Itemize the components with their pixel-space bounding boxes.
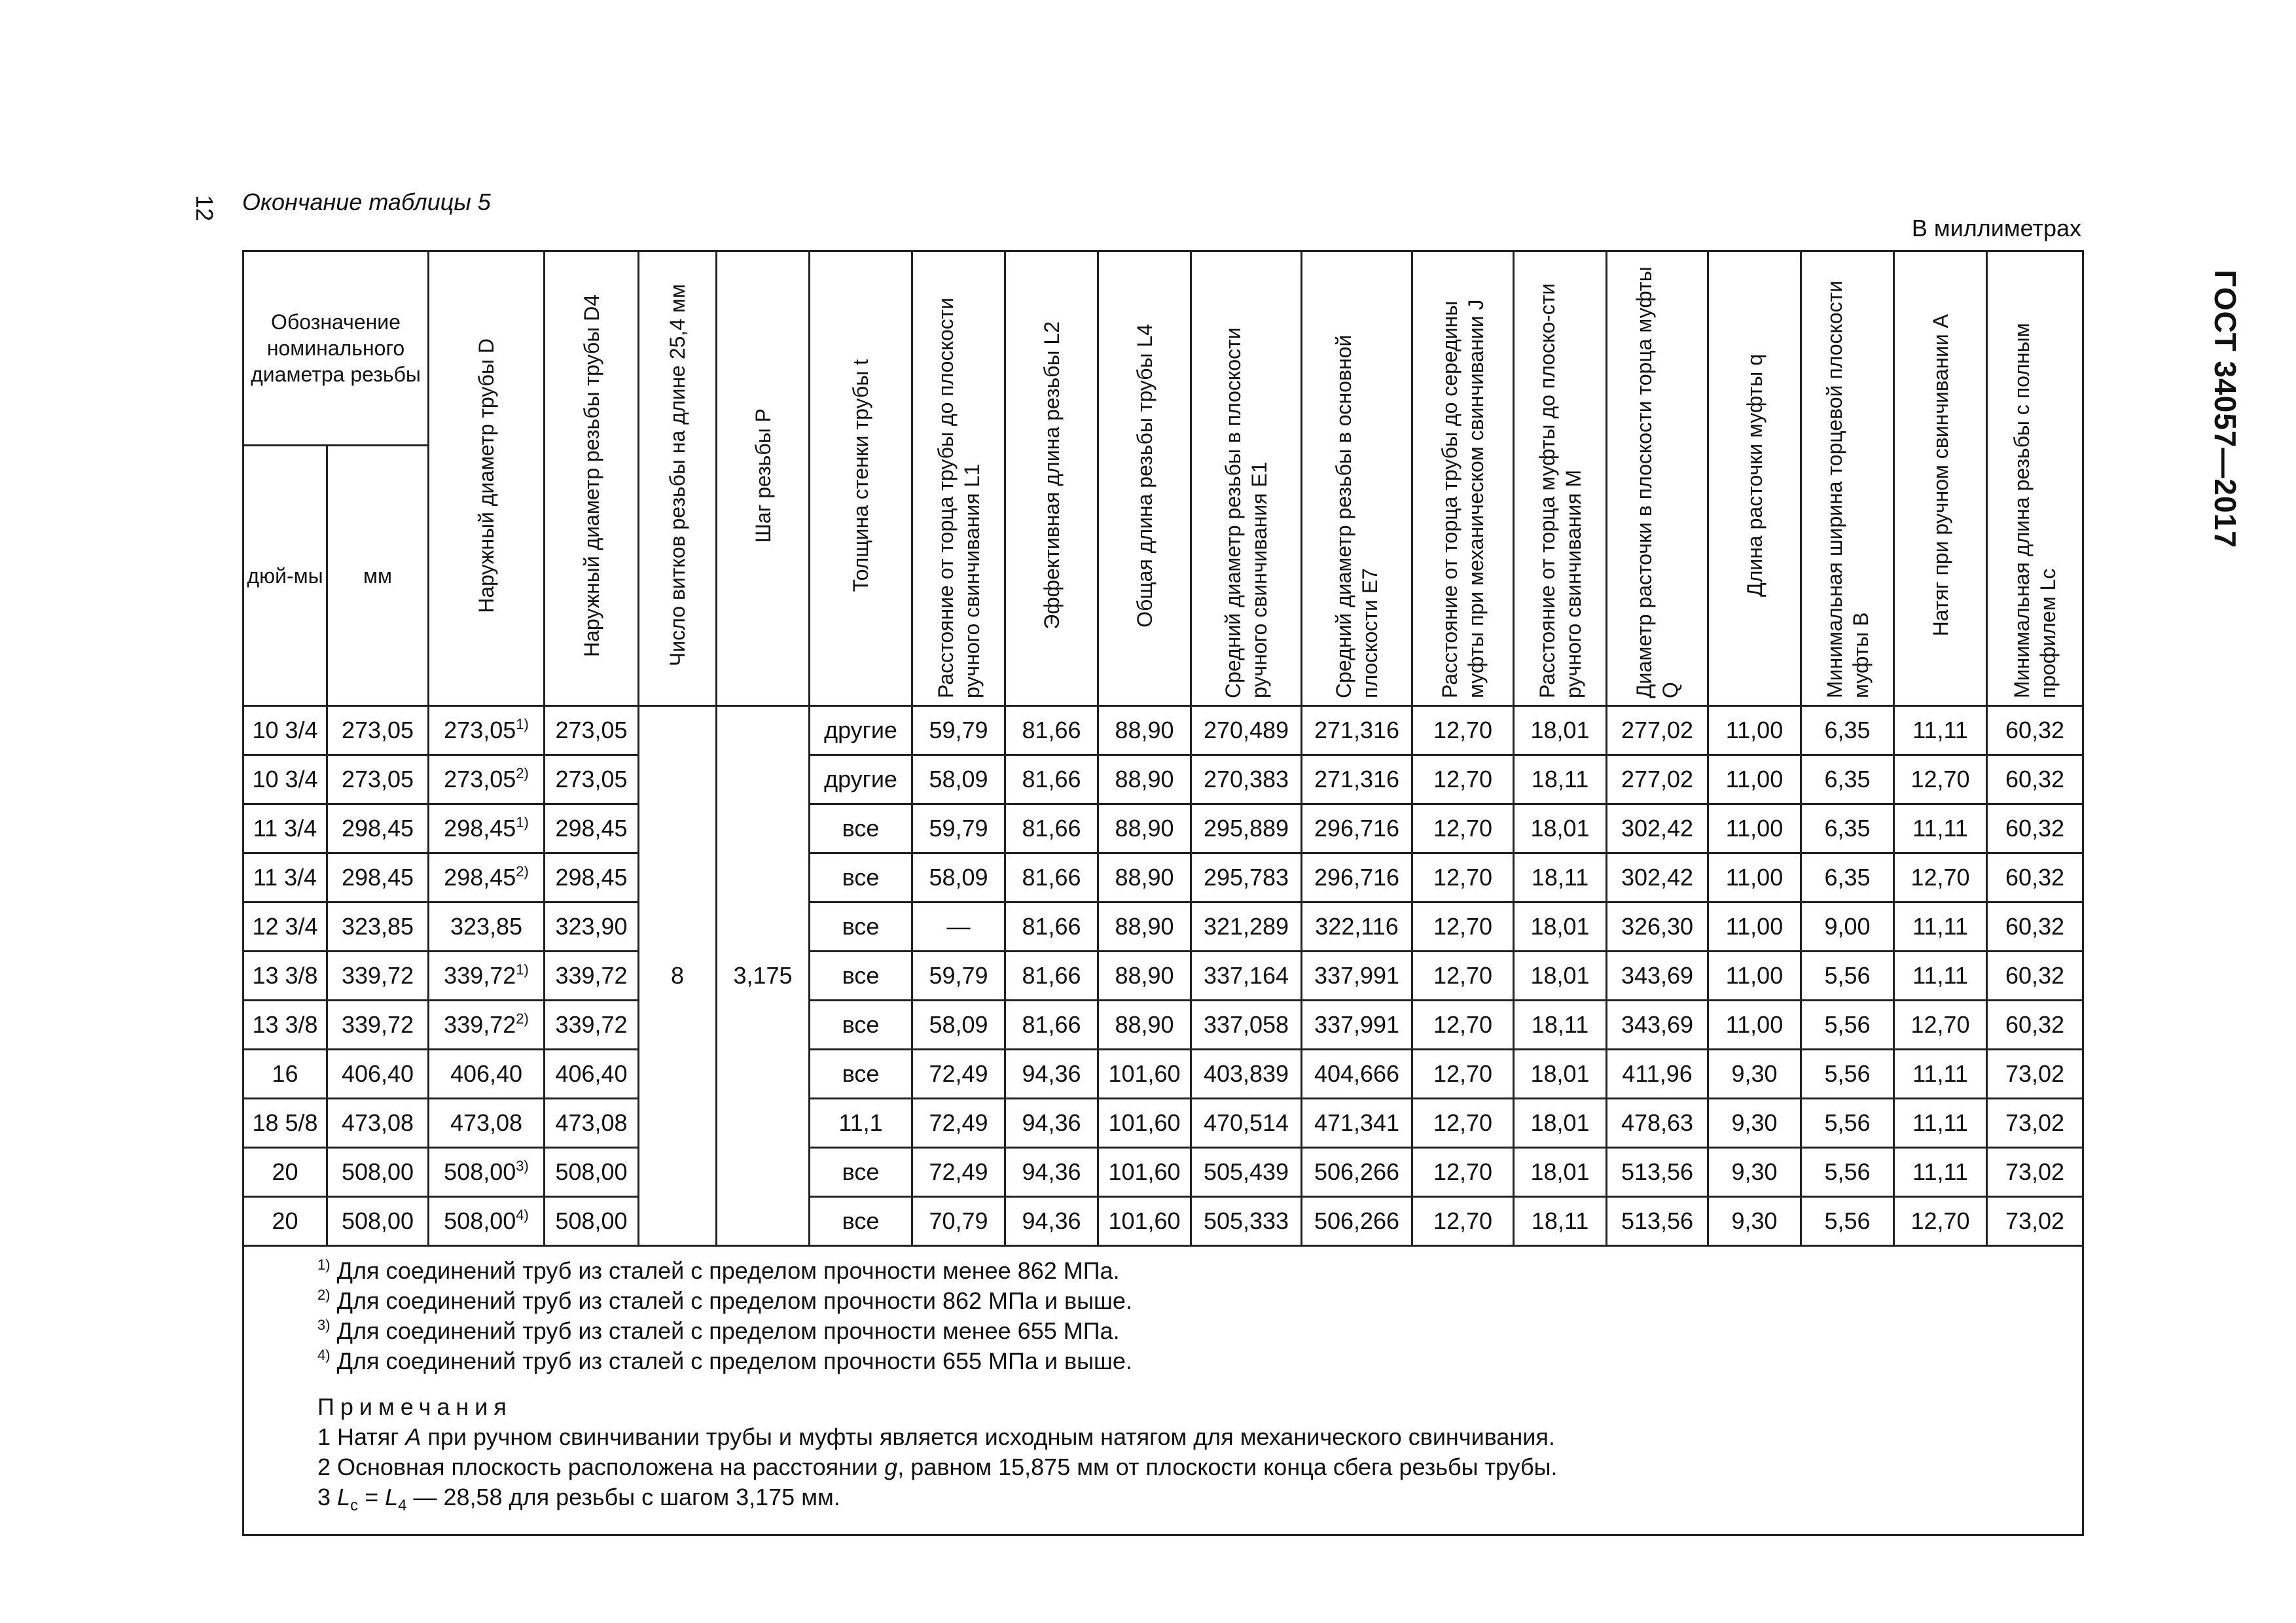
cell-L4: 88,90 [1098,853,1191,902]
cell-q: 11,00 [1708,902,1801,952]
cell-inch: 10 3/4 [243,706,327,755]
cell-M: 18,01 [1514,804,1607,853]
cell-L4: 88,90 [1098,1001,1191,1050]
cell-inch: 20 [243,1148,327,1197]
cell-E1: 505,439 [1191,1148,1302,1197]
cell-A: 11,11 [1894,952,1987,1001]
table-row [243,1001,2083,1050]
table-body [243,706,2083,1246]
cell-L1: — [912,902,1005,952]
footnote-ref: 1) [516,961,529,978]
cell-D4: 473,08 [545,1099,639,1148]
cell-Lc: 60,32 [1987,706,2083,755]
cell-Q: 343,69 [1607,1001,1708,1050]
cell-J: 12,70 [1412,952,1514,1001]
cell-mm: 273,05 [327,755,429,804]
cell-A: 11,11 [1894,1050,1987,1099]
table-row [243,853,2083,902]
header-J: Расстояние от торца трубы до середины муфты при механическом свинчивании J [1412,251,1514,706]
cell-Q: 513,56 [1607,1197,1708,1246]
cell-Lc: 60,32 [1987,804,2083,853]
cell-Q: 326,30 [1607,902,1708,952]
cell-D: 298,45$^{1)}$ [429,804,545,853]
cell-L1: 58,09 [912,755,1005,804]
cell-L2: 94,36 [1005,1197,1098,1246]
cell-E7: 271,316 [1302,755,1412,804]
header-P: Шаг резьбы P [717,251,810,706]
cell-E7: 506,266 [1302,1148,1412,1197]
cell-t: все [810,1197,912,1246]
cell-Lc: 73,02 [1987,1099,2083,1148]
cell-E1: 321,289 [1191,902,1302,952]
cell-mm: 298,45 [327,804,429,853]
cell-E1: 337,164 [1191,952,1302,1001]
cell-M: 18,01 [1514,1050,1607,1099]
cell-A: 12,70 [1894,853,1987,902]
cell-L2: 81,66 [1005,952,1098,1001]
cell-mm: 273,05 [327,706,429,755]
cell-J: 12,70 [1412,755,1514,804]
cell-E7: 337,991 [1302,952,1412,1001]
cell-E7: 296,716 [1302,804,1412,853]
cell-D: 508,00$^{3)}$ [429,1148,545,1197]
note-item: 2 Основная плоскость расположена на расстоянии g, равном 15,875 мм от плоскости конца сбега резьбы трубы. [317,1454,1558,1480]
table-row [243,1050,2083,1099]
cell-E7: 296,716 [1302,853,1412,902]
header-A: Натяг при ручном свинчивании A [1894,251,1987,706]
cell-q: 9,30 [1708,1148,1801,1197]
cell-mm: 323,85 [327,902,429,952]
cell-J: 12,70 [1412,1050,1514,1099]
cell-L1: 72,49 [912,1148,1005,1197]
cell-E7: 471,341 [1302,1099,1412,1148]
footnote: $^{1)}$ Для соединений труб из сталей с пределом прочности менее 862 МПа. [317,1257,1120,1284]
cell-E1: 295,889 [1191,804,1302,853]
cell-D: 406,40 [429,1050,545,1099]
cell-inch: 13 3/8 [243,952,327,1001]
cell-Lc: 60,32 [1987,853,2083,902]
cell-q: 11,00 [1708,755,1801,804]
cell-L4: 101,60 [1098,1148,1191,1197]
cell-L4: 88,90 [1098,952,1191,1001]
cell-D4: 339,72 [545,1001,639,1050]
cell-L1: 59,79 [912,952,1005,1001]
cell-J: 12,70 [1412,1197,1514,1246]
cell-q: 11,00 [1708,952,1801,1001]
cell-D4: 298,45 [545,853,639,902]
cell-inch: 20 [243,1197,327,1246]
cell-Lc: 73,02 [1987,1148,2083,1197]
cell-D4: 323,90 [545,902,639,952]
cell-inch: 10 3/4 [243,755,327,804]
cell-D: 339,72$^{1)}$ [429,952,545,1001]
cell-t: все [810,1001,912,1050]
cell-Lc: 73,02 [1987,1050,2083,1099]
cell-B: 5,56 [1801,1148,1894,1197]
cell-E1: 403,839 [1191,1050,1302,1099]
cell-L4: 88,90 [1098,902,1191,952]
cell-J: 12,70 [1412,706,1514,755]
table-row [243,804,2083,853]
footnote-ref: 2) [516,765,529,781]
cell-Lc: 60,32 [1987,1001,2083,1050]
footnotes [317,1256,2082,1376]
cell-L4: 101,60 [1098,1050,1191,1099]
note-item: 1 Натяг A при ручном свинчивании трубы и муфты является исходным натягом для механического свинчивания. [317,1423,1555,1450]
cell-D4: 508,00 [545,1197,639,1246]
cell-mm: 339,72 [327,952,429,1001]
cell-q: 9,30 [1708,1197,1801,1246]
cell-E1: 295,783 [1191,853,1302,902]
footnote-ref: 1) [516,716,529,732]
cell-mm: 508,00 [327,1197,429,1246]
cell-D: 298,45$^{2)}$ [429,853,545,902]
page-number: 12 [191,194,218,222]
cell-B: 6,35 [1801,804,1894,853]
cell-t: 11,1 [810,1099,912,1148]
notes-list [317,1422,2082,1521]
header-Q: Диаметр расточки в плоскости торца муфты Q [1607,251,1708,706]
cell-D4: 508,00 [545,1148,639,1197]
table-row [243,952,2083,1001]
cell-L2: 81,66 [1005,1001,1098,1050]
cell-inch: 11 3/4 [243,853,327,902]
cell-A: 12,70 [1894,1001,1987,1050]
header-t: Толщина стенки трубы t [810,251,912,706]
cell-J: 12,70 [1412,853,1514,902]
cell-B: 5,56 [1801,1050,1894,1099]
cell-M: 18,01 [1514,706,1607,755]
cell-M: 18,01 [1514,952,1607,1001]
header-E7: Средний диаметр резьбы в основной плоскости E7 [1302,251,1412,706]
cell-L1: 59,79 [912,804,1005,853]
footnote-ref: 1) [516,814,529,830]
cell-L2: 81,66 [1005,804,1098,853]
cell-E1: 337,058 [1191,1001,1302,1050]
header-D: Наружный диаметр трубы D [429,251,545,706]
cell-mm: 406,40 [327,1050,429,1099]
cell-D: 508,00$^{4)}$ [429,1197,545,1246]
cell-Lc: 60,32 [1987,902,2083,952]
cell-L1: 58,09 [912,1001,1005,1050]
cell-q: 11,00 [1708,706,1801,755]
cell-L2: 81,66 [1005,706,1098,755]
header-designation: Обозначение номинального диаметра резьбы [243,251,429,446]
cell-B: 6,35 [1801,755,1894,804]
cell-L2: 94,36 [1005,1099,1098,1148]
header-q: Длина расточки муфты q [1708,251,1801,706]
cell-L2: 81,66 [1005,755,1098,804]
cell-B: 5,56 [1801,1099,1894,1148]
cell-E1: 470,514 [1191,1099,1302,1148]
cell-J: 12,70 [1412,902,1514,952]
cell-Q: 513,56 [1607,1148,1708,1197]
cell-t: все [810,853,912,902]
cell-D4: 273,05 [545,755,639,804]
cell-Lc: 60,32 [1987,952,2083,1001]
cell-L4: 101,60 [1098,1099,1191,1148]
cell-E7: 506,266 [1302,1197,1412,1246]
cell-D: 339,72$^{2)}$ [429,1001,545,1050]
header-L1: Расстояние от торца трубы до плоскости ручного свинчивания L1 [912,251,1005,706]
cell-t: все [810,952,912,1001]
cell-B: 9,00 [1801,902,1894,952]
cell-t: все [810,1148,912,1197]
cell-L4: 101,60 [1098,1197,1191,1246]
cell-A: 11,11 [1894,1099,1987,1148]
header-mm: мм [327,446,429,706]
footnote-ref: 2) [516,1010,529,1027]
cell-D: 273,05$^{2)}$ [429,755,545,804]
cell-mm: 298,45 [327,853,429,902]
cell-M: 18,11 [1514,1197,1607,1246]
cell-P: 3,175 [717,706,810,1246]
cell-D4: 339,72 [545,952,639,1001]
cell-A: 11,11 [1894,1148,1987,1197]
cell-t: все [810,1050,912,1099]
cell-Q: 411,96 [1607,1050,1708,1099]
header-Lc: Минимальная длина резьбы с полным профилем Lc [1987,251,2083,706]
table-row [243,706,2083,755]
cell-M: 18,01 [1514,1148,1607,1197]
cell-E7: 322,116 [1302,902,1412,952]
cell-L2: 81,66 [1005,902,1098,952]
cell-turns: 8 [639,706,717,1246]
table-row [243,1197,2083,1246]
cell-D4: 298,45 [545,804,639,853]
table-caption: Окончание таблицы 5 [242,188,491,215]
notes-cell [243,1246,2083,1535]
cell-inch: 13 3/8 [243,1001,327,1050]
cell-E7: 337,991 [1302,1001,1412,1050]
cell-Q: 478,63 [1607,1099,1708,1148]
note-item: 3 $L_c = L_4$ — 28,58 для резьбы с шагом 3,175 мм. [317,1484,840,1515]
cell-B: 6,35 [1801,706,1894,755]
cell-mm: 508,00 [327,1148,429,1197]
cell-E1: 270,383 [1191,755,1302,804]
cell-inch: 18 5/8 [243,1099,327,1148]
cell-D4: 273,05 [545,706,639,755]
cell-D: 323,85 [429,902,545,952]
header-E1: Средний диаметр резьбы в плоскости ручного свинчивания E1 [1191,251,1302,706]
footnote: $^{2)}$ Для соединений труб из сталей с пределом прочности 862 МПа и выше. [317,1287,1132,1314]
cell-Q: 302,42 [1607,804,1708,853]
cell-D4: 406,40 [545,1050,639,1099]
cell-B: 5,56 [1801,952,1894,1001]
cell-J: 12,70 [1412,1148,1514,1197]
cell-q: 9,30 [1708,1099,1801,1148]
footnote-ref: 4) [516,1207,529,1223]
cell-Q: 277,02 [1607,755,1708,804]
cell-t: все [810,902,912,952]
cell-B: 6,35 [1801,853,1894,902]
cell-inch: 16 [243,1050,327,1099]
cell-L1: 72,49 [912,1050,1005,1099]
cell-M: 18,11 [1514,755,1607,804]
notes-title: Примечания [317,1393,512,1420]
cell-D: 473,08 [429,1099,545,1148]
header-D4: Наружный диаметр резьбы трубы D4 [545,251,639,706]
cell-J: 12,70 [1412,1099,1514,1148]
cell-mm: 339,72 [327,1001,429,1050]
header-inches: дюй-мы [243,446,327,706]
table-row [243,755,2083,804]
cell-L2: 94,36 [1005,1148,1098,1197]
cell-E7: 404,666 [1302,1050,1412,1099]
thread-table [242,250,2084,1536]
cell-L2: 81,66 [1005,853,1098,902]
cell-M: 18,01 [1514,902,1607,952]
cell-Lc: 73,02 [1987,1197,2083,1246]
cell-B: 5,56 [1801,1001,1894,1050]
cell-E7: 271,316 [1302,706,1412,755]
cell-mm: 473,08 [327,1099,429,1148]
cell-Lc: 60,32 [1987,755,2083,804]
footnote: $^{4)}$ Для соединений труб из сталей с пределом прочности 655 МПа и выше. [317,1347,1132,1374]
cell-L1: 72,49 [912,1099,1005,1148]
cell-L4: 88,90 [1098,706,1191,755]
cell-E1: 270,489 [1191,706,1302,755]
cell-L1: 58,09 [912,853,1005,902]
cell-q: 11,00 [1708,804,1801,853]
header-turns: Число витков резьбы на длине 25,4 мм [639,251,717,706]
standard-code: ГОСТ 34057—2017 [2208,270,2242,548]
cell-B: 5,56 [1801,1197,1894,1246]
cell-A: 12,70 [1894,755,1987,804]
cell-t: все [810,804,912,853]
cell-L1: 70,79 [912,1197,1005,1246]
cell-A: 11,11 [1894,902,1987,952]
cell-q: 11,00 [1708,853,1801,902]
cell-M: 18,11 [1514,853,1607,902]
cell-L1: 59,79 [912,706,1005,755]
cell-Q: 277,02 [1607,706,1708,755]
header-M: Расстояние от торца муфты до плоско-сти ручного свинчивания M [1514,251,1607,706]
cell-L4: 88,90 [1098,755,1191,804]
cell-t: другие [810,755,912,804]
footnote-ref: 2) [516,863,529,880]
cell-inch: 11 3/4 [243,804,327,853]
cell-A: 12,70 [1894,1197,1987,1246]
cell-A: 11,11 [1894,706,1987,755]
cell-J: 12,70 [1412,804,1514,853]
cell-J: 12,70 [1412,1001,1514,1050]
cell-q: 11,00 [1708,1001,1801,1050]
table-row [243,1099,2083,1148]
cell-A: 11,11 [1894,804,1987,853]
cell-q: 9,30 [1708,1050,1801,1099]
cell-t: другие [810,706,912,755]
cell-inch: 12 3/4 [243,902,327,952]
cell-Q: 343,69 [1607,952,1708,1001]
table-row [243,1148,2083,1197]
table-row [243,902,2083,952]
cell-Q: 302,42 [1607,853,1708,902]
cell-M: 18,11 [1514,1001,1607,1050]
header-L4: Общая длина резьбы трубы L4 [1098,251,1191,706]
footnote-ref: 3) [516,1158,529,1174]
cell-D: 273,05$^{1)}$ [429,706,545,755]
units-label: В миллиметрах [1911,215,2081,241]
footnote: $^{3)}$ Для соединений труб из сталей с пределом прочности менее 655 МПа. [317,1317,1120,1344]
cell-L2: 94,36 [1005,1050,1098,1099]
cell-E1: 505,333 [1191,1197,1302,1246]
header-L2: Эффективная длина резьбы L2 [1005,251,1098,706]
cell-L4: 88,90 [1098,804,1191,853]
cell-M: 18,01 [1514,1099,1607,1148]
header-B: Минимальная ширина торцевой плоскости муфты B [1801,251,1894,706]
